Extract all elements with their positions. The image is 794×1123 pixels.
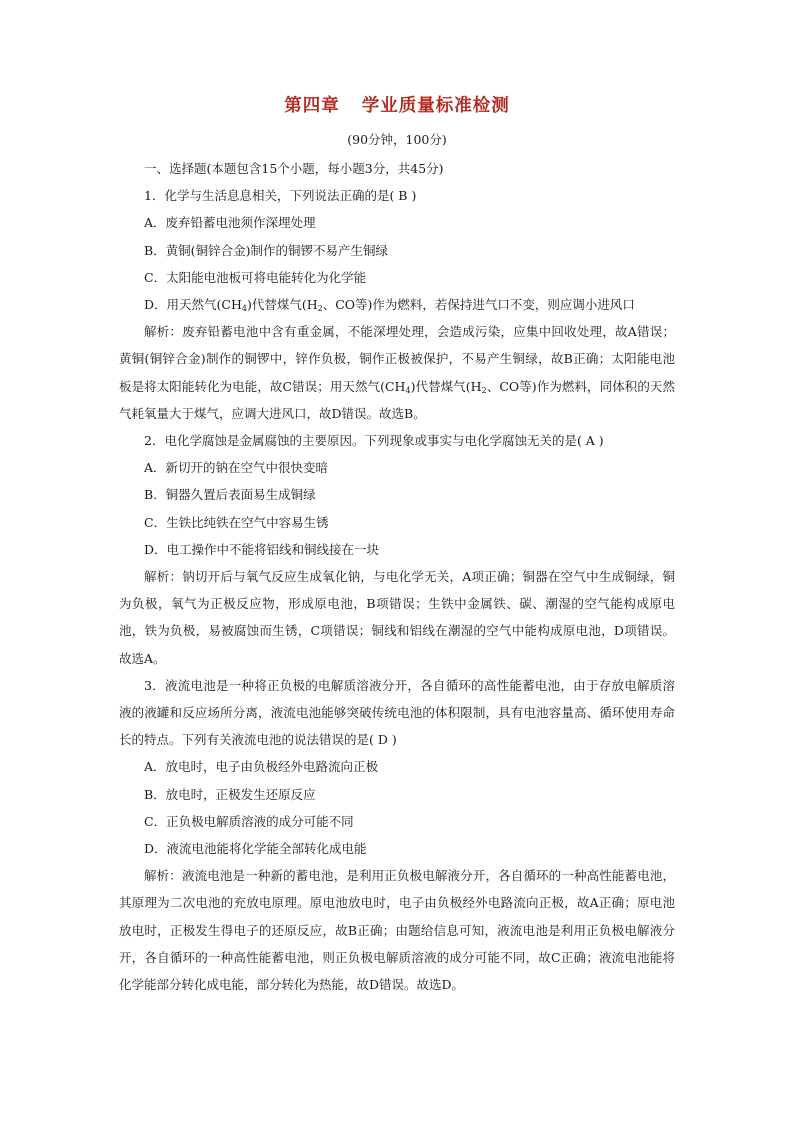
title-chapter: 第四章 xyxy=(284,96,340,116)
question-2-option-d: D．电工操作中不能将铝线和铜线接在一块 xyxy=(144,541,380,557)
question-2-stem: 2．电化学腐蚀是金属腐蚀的主要原因。下列现象或事实与电化学腐蚀无关的是( A ) xyxy=(144,433,604,449)
question-3-option-d: D．液流电池能将化学能全部转化成电能 xyxy=(144,841,367,857)
question-1-analysis: 解析：废弃铅蓄电池中含有重金属，不能深埋处理，会造成污染，应集中回收处理，故A错误；黄铜(铜锌合金)制作的铜锣中，锌作负极，铜作正极被保护，不易产生铜绿，故B正确；太阳能电池板是将太阳能转化为电能，故C错误；用天然气$(CH_4)$代替煤气($H_2$、CO等)作为燃料，同体积的天然气耗氧量大于煤气，应调大进风口，故D错误。故选B。 xyxy=(119,324,675,421)
question-1-stem: 1．化学与生活息息相关，下列说法正确的是( B ) xyxy=(144,188,417,204)
section-heading: 一、选择题(本题包含15个小题，每小题3分，共45分) xyxy=(144,161,444,176)
question-1-option-c: C．太阳能电池板可将电能转化为化学能 xyxy=(144,269,367,285)
document-page xyxy=(119,94,675,998)
page-title xyxy=(119,94,675,118)
question-2-option-c: C．生铁比纯铁在空气中容易生锈 xyxy=(144,514,329,530)
question-3-option-c: C．正负极电解质溶液的成分可能不同 xyxy=(144,813,354,829)
question-3-stem: 3．液流电池是一种将正负极的电解质溶液分开，各自循环的高性能蓄电池，由于存放电解质溶液的液罐和反应场所分离，液流电池能够突破传统电池的体积限制，具有电池容量高、循环使用寿命长的特点。下列有关液流电池的说法错误的是( D ) xyxy=(119,677,675,748)
question-2-analysis: 解析：钠切开后与氧气反应生成氧化钠，与电化学无关，A项正确；铜器在空气中生成铜绿，铜为负极，氧气为正极反应物，形成原电池，B项错误；生铁中金属铁、碳、潮湿的空气能构成原电池，铁为负极，易被腐蚀而生锈，C项错误；铜线和铝线在潮湿的空气中能构成原电池，D项错误。故选A。 xyxy=(119,569,675,666)
title-name: 学业质量标准检测 xyxy=(361,96,510,116)
question-1-option-d: D．用天然气$(CH_4)$代替煤气($H_2$、CO等)作为燃料，若保持进气口不变，则应调小进风口 xyxy=(144,297,635,314)
question-2-option-b: B．铜器久置后表面易生成铜绿 xyxy=(144,487,316,503)
question-2-option-a: A．新切开的钠在空气中很快变暗 xyxy=(144,460,329,476)
question-1-option-a: A．废弃铅蓄电池须作深埋处理 xyxy=(144,215,316,231)
question-3-option-a: A．放电时，电子由负极经外电路流向正极 xyxy=(144,759,379,775)
question-3-option-b: B．放电时，正极发生还原反应 xyxy=(144,786,316,802)
question-3-analysis: 解析：液流电池是一种新的蓄电池，是利用正负极电解液分开，各自循环的一种高性能蓄电池，其原理为二次电池的充放电原理。原电池放电时，电子由负极经外电路流向正极，故A正确；原电池放电时，正极发生得电子的还原反应，故B正确；由题给信息可知，液流电池是利用正负极电解液分开，各自循环的一种高性能蓄电池，则正负极电解质溶液的成分可能不同，故C正确；液流电池能将化学能部分转化成电能，部分转化为热能，故D错误。故选D。 xyxy=(119,868,675,993)
question-1-option-b: B．黄铜(铜锌合金)制作的铜锣不易产生铜绿 xyxy=(144,242,388,258)
page-subtitle: (90分钟，100分) xyxy=(347,132,447,147)
